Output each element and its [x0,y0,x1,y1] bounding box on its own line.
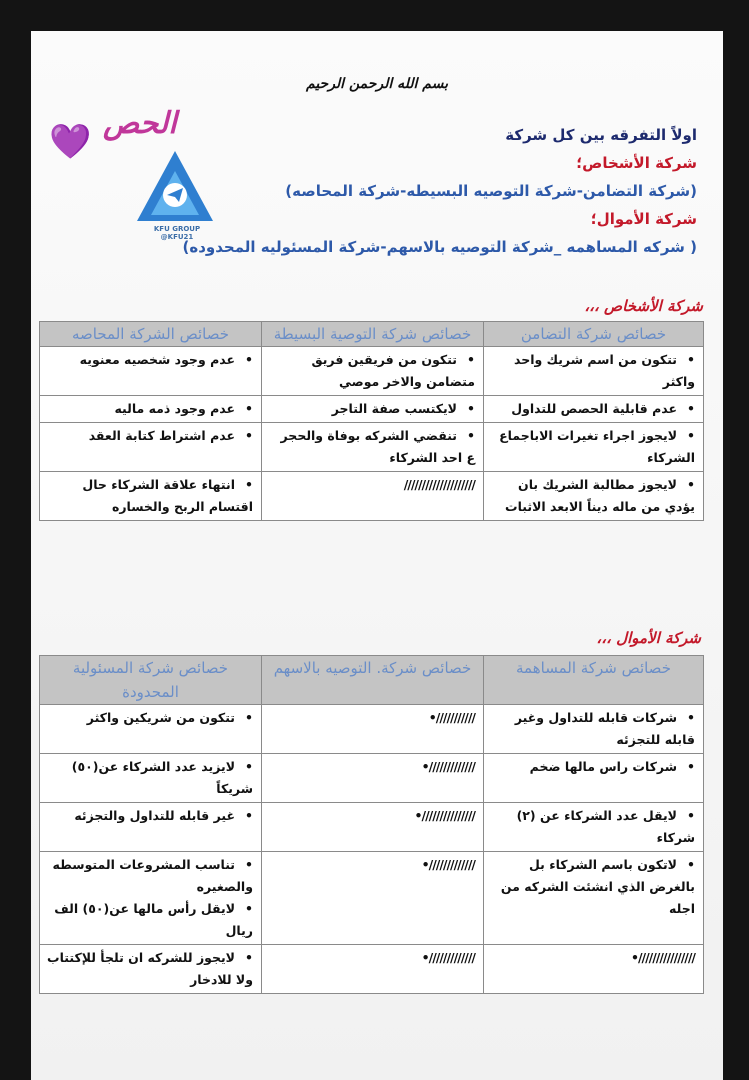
table-row [40,423,704,472]
table-cell-empty: • ///////////// [262,754,484,803]
table-cell: • شركات راس مالها ضخم [484,754,704,803]
table-cell: • تنقضي الشركه بوفاة والحجر ع احد الشركاء [262,423,484,472]
funds-company-types: ( شركه المساهمه _شركة التوصيه بالاسهم-شركة المسئوليه المحدوده) [182,238,697,256]
header-cell: خصائص شركة المسئولية المحدودة [40,656,262,705]
table-cell: • لايزيد عدد الشركاء عن(٥٠) شريكاً [40,754,262,803]
intro-section [137,121,697,261]
intro-heading: اولاً التفرقه بين كل شركة [505,126,697,144]
funds-company-label: شركة الأموال؛ [590,210,697,228]
table-cell: • تتكون من فريقين فريق متضامن والاخر موصي [262,347,484,396]
header-cell: خصائص شركة المساهمة [484,656,704,705]
table-cell: • لايجوز اجراء تغيرات الاباجماع الشركاء [484,423,704,472]
table-cell: • لاتكون باسم الشركاء بل بالغرض الذي انشئت الشركه من اجله [484,852,704,945]
header-cell: خصائص الشركة المحاصه [40,322,262,347]
table-cell: • لايجوز مطالبة الشريك بان يؤدي من ماله ديناً الابعد الاثبات [484,472,704,521]
table-row [40,803,704,852]
table-cell-empty: • //////////////// [484,945,704,994]
table-cell: • عدم اشتراط كتابة العقد [40,423,262,472]
table-cell: • لايجوز للشركه ان تلجأ للإكتتاب ولا للادخار [40,945,262,994]
table-header-row [40,322,704,347]
funds-table [39,655,704,994]
header-cell: خصائص شركة. التوصيه بالاسهم [262,656,484,705]
persons-table [39,321,704,521]
table-cell-empty: • /////////////// [262,803,484,852]
table-cell: • عدم قابلية الحصص للتداول [484,396,704,423]
handwritten-label: الحص [103,106,177,141]
table-row [40,347,704,396]
table-cell: • لايكتسب صفة التاجر [262,396,484,423]
table-cell-empty: • ///////////// [262,852,484,945]
table-cell: • عدم وجود شخصيه معنويه [40,347,262,396]
table-cell: • انتهاء علاقة الشركاء حال اقتسام الربح والخساره [40,472,262,521]
basmala: بسم الله الرحمن الرحيم [306,76,448,92]
heart-icon: 💜 [49,122,92,162]
table-row [40,472,704,521]
table-cell-empty: • ///////////// [262,945,484,994]
cell-bullet: • تناسب المشروعات المتوسطه والصغيره [46,854,253,898]
table-row [40,705,704,754]
table-row [40,396,704,423]
logo-text: KFU GROUP @KFU21 [153,225,201,242]
cell-bullet: • لايقل رأس مالها عن(٥٠) الف ريال [46,898,253,942]
table-cell: • لايقل عدد الشركاء عن (٢) شركاء [484,803,704,852]
table-row [40,852,704,945]
table-cell: • عدم وجود ذمه ماليه [40,396,262,423]
persons-section-title: شركة الأشخاص ،،، [584,297,703,315]
table-cell: • تتكون من اسم شريك واحد واكثر [484,347,704,396]
table-cell-multi [40,852,262,945]
table-row [40,945,704,994]
table-header-row [40,656,704,705]
persons-company-types: (شركة التضامن-شركة التوصيه البسيطه-شركة المحاصه) [285,182,697,200]
table-cell: • تتكون من شريكين واكثر [40,705,262,754]
table-cell-empty: //////////////////// [262,472,484,521]
header-cell: خصائص شركة التضامن [484,322,704,347]
table-cell-empty: • /////////// [262,705,484,754]
table-cell: • غير قابله للتداول والتجزئه [40,803,262,852]
persons-company-label: شركة الأشخاص؛ [576,154,697,172]
document-page [31,31,723,1080]
table-cell: • شركات قابله للتداول وغير قابله للتجزئه [484,705,704,754]
table-row [40,754,704,803]
funds-section-title: شركة الأموال ،،، [596,629,701,647]
header-cell: خصائص شركة التوصية البسيطة [262,322,484,347]
